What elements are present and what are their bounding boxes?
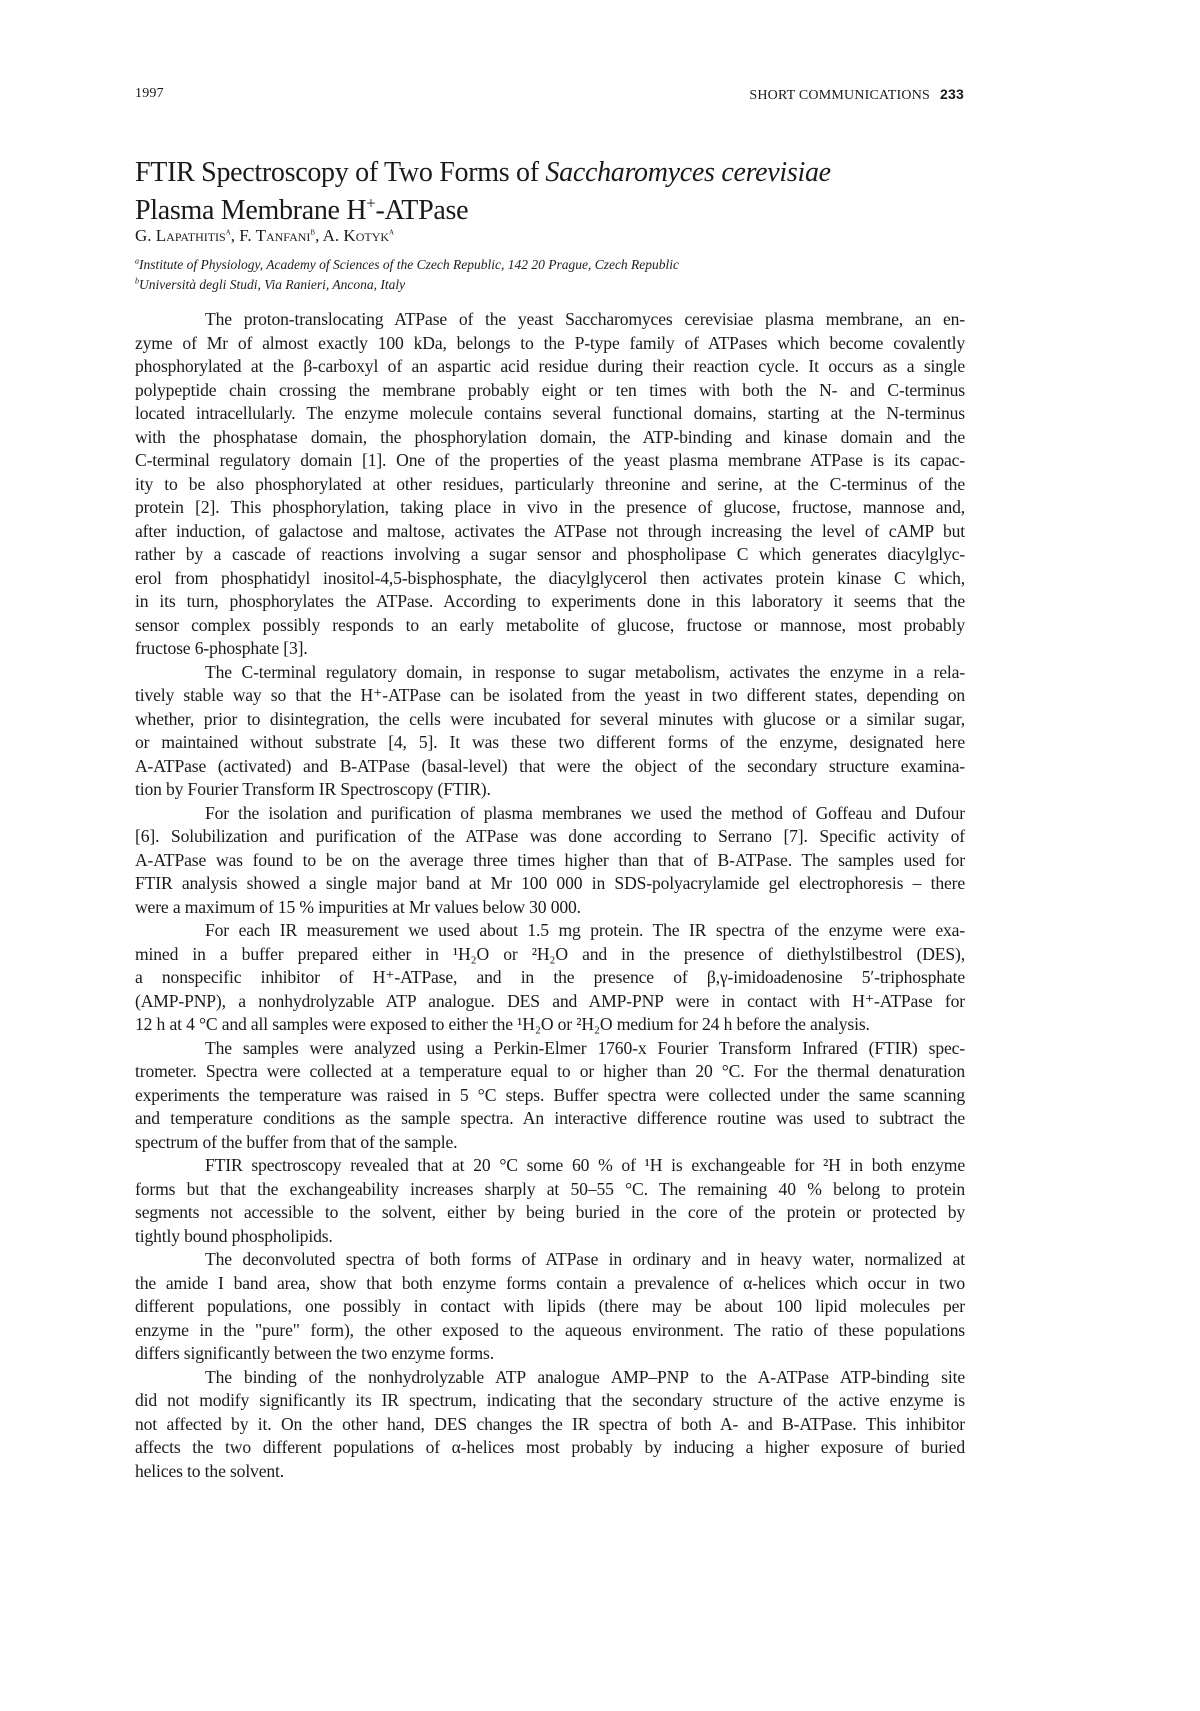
text-line: enzyme in the "pure" form), the other exposed to the aqueous environment. The ratio of these populations bbox=[135, 1319, 965, 1340]
affiliation bbox=[135, 277, 405, 293]
text-line: whether, prior to disintegration, the cells were incubated for several minutes with glucose or a similar sugar, bbox=[135, 708, 965, 729]
author-affiliation-mark: a bbox=[389, 226, 395, 238]
text-line: with the phosphatase domain, the phosphorylation domain, the ATP-binding and kinase domain and the bbox=[135, 426, 965, 447]
text-line: affects the two different populations of α-helices most probably by inducing a higher exposure of buried bbox=[135, 1437, 965, 1457]
text-line: For the isolation and purification of plasma membranes we used the method of Goffeau and Dufour bbox=[205, 802, 965, 823]
text-line: not affected by it. On the other hand, DES changes the IR spectra of both A- and B-ATPase. This inhibitor bbox=[135, 1413, 965, 1434]
running-header-section bbox=[749, 86, 964, 104]
paragraph bbox=[135, 308, 965, 661]
paragraph bbox=[135, 1248, 965, 1366]
text-line: did not modify significantly its IR spectrum, indicating that the secondary structure of the active enzyme is bbox=[135, 1390, 965, 1410]
paragraph bbox=[135, 802, 965, 920]
text-line: phosphorylated at the β-carboxyl of an aspartic acid residue during their reaction cycle. It occurs as a single bbox=[135, 356, 965, 376]
paragraph bbox=[135, 1154, 965, 1248]
text-line: tion by Fourier Transform IR Spectroscopy (FTIR). bbox=[135, 779, 491, 799]
title-text-2: Plasma Membrane H bbox=[135, 195, 367, 226]
author: A. Kotyk bbox=[322, 226, 390, 245]
affiliation-text: Università degli Studi, Via Ranieri, Ancona, Italy bbox=[139, 277, 406, 292]
text-line: a nonspecific inhibitor of H⁺-ATPase, and in the presence of β,γ-imidoadenosine 5′-triphosphate bbox=[135, 967, 965, 987]
author-affiliation-mark: b bbox=[310, 226, 316, 238]
text-line: erol from phosphatidyl inositol-4,5-bisphosphate, the diacylglycerol then activates protein kinase C which, bbox=[135, 567, 965, 588]
text-line: protein [2]. This phosphorylation, taking place in vivo in the presence of glucose, fructose, mannose and, bbox=[135, 497, 965, 517]
text-line: The samples were analyzed using a Perkin-Elmer 1760-x Fourier Transform Infrared (FTIR) spec- bbox=[205, 1037, 965, 1058]
article-body bbox=[135, 308, 965, 1483]
affiliation bbox=[135, 257, 679, 273]
text-line: (AMP-PNP), a nonhydrolyzable ATP analogue. DES and AMP-PNP were in contact with H⁺-ATPase for bbox=[135, 990, 965, 1011]
paragraph bbox=[135, 919, 965, 1037]
text-line: the amide I band area, show that both enzyme forms contain a prevalence of α-helices which occur in two bbox=[135, 1272, 965, 1293]
text-line: zyme of Mr of almost exactly 100 kDa, belongs to the P-type family of ATPases which become covalently bbox=[135, 332, 965, 353]
title-sup: + bbox=[366, 193, 376, 213]
text-line: The binding of the nonhydrolyzable ATP analogue AMP–PNP to the A-ATPase ATP-binding site bbox=[205, 1366, 965, 1387]
paragraph bbox=[135, 1366, 965, 1484]
text-line: rather by a cascade of reactions involving a sugar sensor and phospholipase C which generates diacylglyc- bbox=[135, 544, 965, 564]
text-line: were a maximum of 15 % impurities at Mr values below 30 000. bbox=[135, 896, 581, 917]
text-line: mined in a buffer prepared either in ¹H₂O or ²H₂O and in the presence of diethylstilbestrol (DES), bbox=[135, 943, 965, 964]
title-species: Saccharomyces cerevisiae bbox=[545, 157, 831, 188]
text-line: C-terminal regulatory domain [1]. One of the properties of the yeast plasma membrane ATPase is its capac- bbox=[135, 450, 965, 470]
text-line: located intracellularly. The enzyme molecule contains several functional domains, starting at the N-terminus bbox=[135, 403, 965, 423]
text-line: forms but that the exchangeability increases sharply at 50–55 °C. The remaining 40 % belong to protein bbox=[135, 1178, 965, 1199]
page-number: 233 bbox=[940, 86, 964, 102]
paragraph bbox=[135, 1037, 965, 1155]
text-line: A-ATPase (activated) and B-ATPase (basal-level) that were the object of the secondary structure examina- bbox=[135, 755, 965, 776]
text-line: 12 h at 4 °C and all samples were exposed to either the ¹H₂O or ²H₂O medium for 24 h before the analysis. bbox=[135, 1014, 870, 1034]
affiliation-mark: a bbox=[135, 256, 140, 266]
text-line: experiments the temperature was raised in 5 °C steps. Buffer spectra were collected under the same scanning bbox=[135, 1084, 965, 1105]
text-line: different populations, one possibly in contact with lipids (there may be about 100 lipid molecules per bbox=[135, 1296, 965, 1316]
text-line: The C-terminal regulatory domain, in response to sugar metabolism, activates the enzyme in a rela- bbox=[205, 661, 965, 682]
text-line: or maintained without substrate [4, 5]. It was these two different forms of the enzyme, designated here bbox=[135, 732, 965, 752]
text-line: tively stable way so that the H⁺-ATPase can be isolated from the yeast in two different states, depending on bbox=[135, 685, 965, 705]
text-line: trometer. Spectra were collected at a temperature equal to or higher than 20 °C. For the thermal denaturation bbox=[135, 1061, 965, 1081]
text-line: polypeptide chain crossing the membrane probably eight or ten times with both the N- and C-terminus bbox=[135, 379, 965, 400]
affiliation-mark: b bbox=[135, 276, 140, 286]
text-line: and temperature conditions as the sample spectra. An interactive difference routine was used to subtract the bbox=[135, 1108, 965, 1128]
text-line: after induction, of galactose and maltose, activates the ATPase not through increasing the level of cAMP but bbox=[135, 520, 965, 541]
text-line: segments not accessible to the solvent, either by being buried in the core of the protein or protected by bbox=[135, 1202, 965, 1222]
text-line: spectrum of the buffer from that of the sample. bbox=[135, 1131, 458, 1152]
article-title bbox=[135, 154, 831, 230]
text-line: For each IR measurement we used about 1.5 mg protein. The IR spectra of the enzyme were exa- bbox=[205, 920, 965, 940]
text-line: helices to the solvent. bbox=[135, 1460, 284, 1481]
title-text-3: -ATPase bbox=[375, 195, 469, 226]
text-line: A-ATPase was found to be on the average three times higher than that of B-ATPase. The samples used for bbox=[135, 849, 965, 870]
author-list: G. Lapathitis$^a$, F. Tanfani$^b$, A. Kotyk$^a$ bbox=[135, 226, 395, 245]
running-header-year: 1997 bbox=[135, 86, 164, 101]
text-line: [6]. Solubilization and purification of the ATPase was done according to Serrano [7]. Specific activity of bbox=[135, 826, 965, 846]
text-line: FTIR analysis showed a single major band at Mr 100 000 in SDS-polyacrylamide gel electrophoresis – there bbox=[135, 873, 965, 893]
text-line: The proton-translocating ATPase of the yeast Saccharomyces cerevisiae plasma membrane, an en- bbox=[205, 309, 965, 329]
author-affiliation-mark: a bbox=[225, 226, 231, 238]
text-line: ity to be also phosphorylated at other residues, particularly threonine and serine, at the C-terminus of the bbox=[135, 473, 965, 494]
section-name: SHORT COMMUNICATIONS bbox=[749, 88, 931, 103]
paragraph bbox=[135, 661, 965, 802]
text-line: fructose 6-phosphate [3]. bbox=[135, 638, 308, 658]
text-line: FTIR spectroscopy revealed that at 20 °C some 60 % of ¹H is exchangeable for ²H in both enzyme bbox=[205, 1155, 965, 1175]
affiliation-text: Institute of Physiology, Academy of Sciences of the Czech Republic, 142 20 Prague, Czech Republic bbox=[139, 257, 680, 272]
text-line: tightly bound phospholipids. bbox=[135, 1225, 333, 1246]
author: F. Tanfani bbox=[239, 226, 311, 245]
author: G. Lapathitis bbox=[135, 226, 226, 245]
title-text: FTIR Spectroscopy of Two Forms of bbox=[135, 157, 546, 188]
text-line: sensor complex possibly responds to an early metabolite of glucose, fructose or mannose, most probably bbox=[135, 614, 965, 635]
text-line: differs significantly between the two enzyme forms. bbox=[135, 1343, 494, 1363]
text-line: The deconvoluted spectra of both forms of ATPase in ordinary and in heavy water, normalized at bbox=[205, 1249, 965, 1269]
text-line: in its turn, phosphorylates the ATPase. According to experiments done in this laboratory it seems that the bbox=[135, 591, 965, 611]
